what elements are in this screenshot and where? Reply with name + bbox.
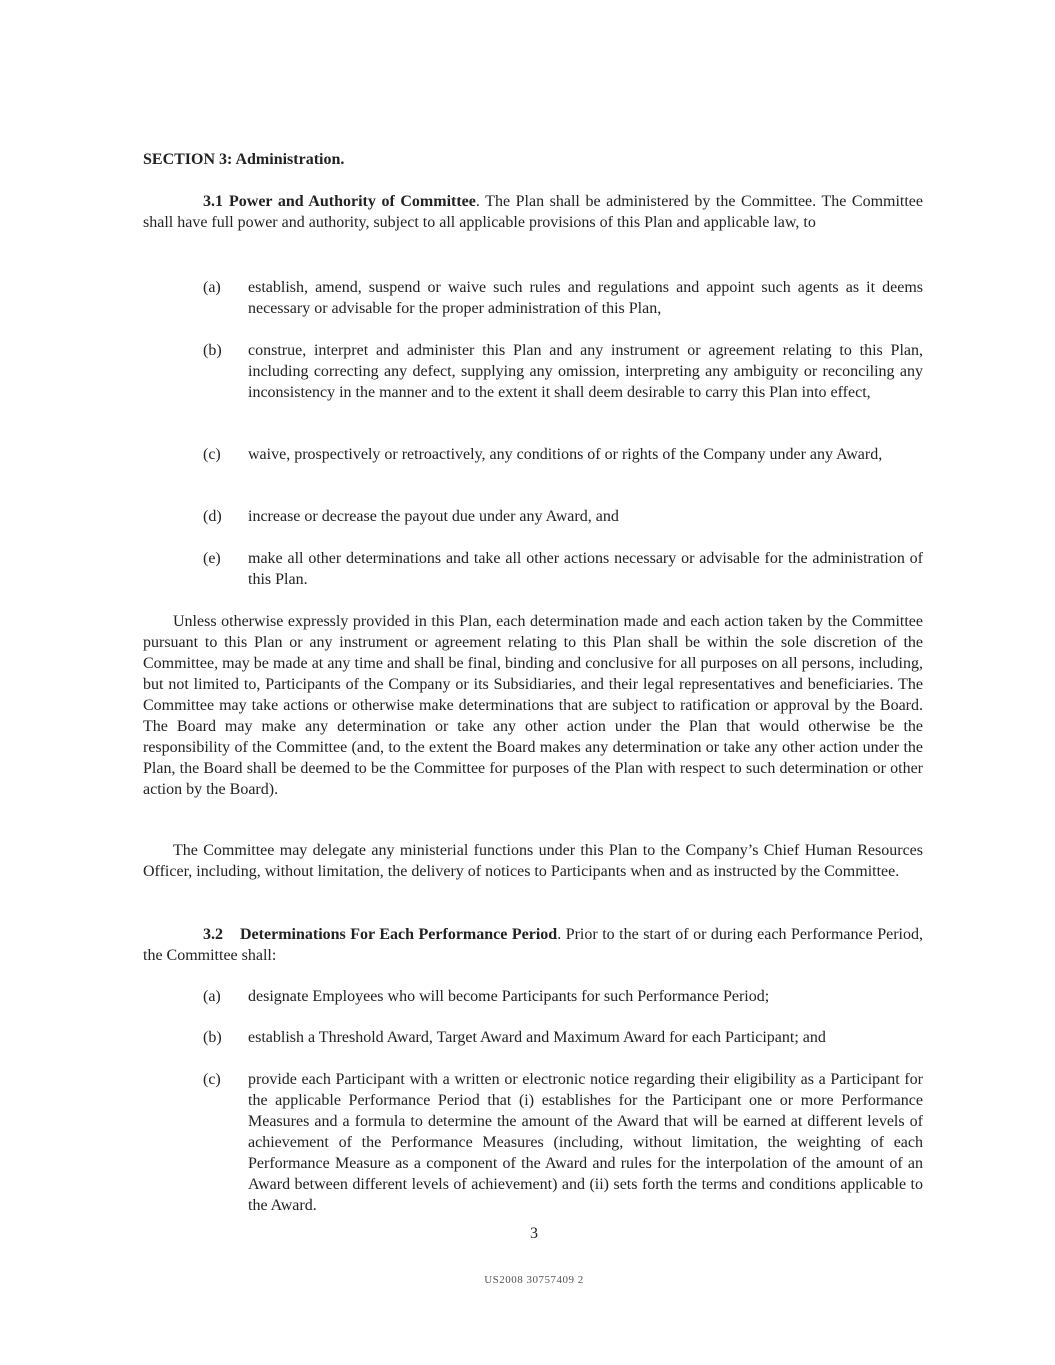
- list-item-marker: (b): [203, 1029, 222, 1046]
- section-3-2-intro: [143, 924, 923, 966]
- list-item-marker: (b): [203, 342, 222, 359]
- list-item-text: establish, amend, suspend or waive such rules and regulations and appoint such agents as it deems necessary or advisable for the proper administration of this Plan,: [248, 279, 923, 317]
- list-item-text: waive, prospectively or retroactively, any conditions of or rights of the Company under any Award,: [248, 446, 883, 463]
- list-item-marker: (c): [203, 446, 221, 463]
- section-3-2-intro-text: . Prior to the start of or during each Performance Period, the Committee shall:: [143, 926, 924, 964]
- list-item-text: increase or decrease the payout due under any Award, and: [248, 508, 619, 525]
- list-item-text: establish a Threshold Award, Target Award and Maximum Award for each Participant; and: [248, 1029, 826, 1046]
- section-3-1-intro: [143, 191, 923, 233]
- list-item: [203, 986, 923, 1007]
- document-id: US2008 30757409 2: [484, 1274, 584, 1286]
- list-item: [203, 340, 923, 403]
- list-item: [203, 1027, 923, 1048]
- list-item: [203, 444, 923, 465]
- section-3-1-intro-text: . The Plan shall be administered by the Committee. The Committee shall have full power and authority, subject to all applicable provisions of this Plan and applicable law, to: [143, 193, 923, 231]
- page-number: 3: [530, 1225, 538, 1242]
- list-item-text: make all other determinations and take all other actions necessary or advisable for the administration of this Plan.: [248, 550, 923, 588]
- list-item: [203, 277, 923, 319]
- section-3-2-number: 3.2: [203, 926, 223, 943]
- list-item: [203, 506, 923, 527]
- list-item-marker: (a): [203, 988, 221, 1005]
- section-3-1-paragraph-2: The Committee may delegate any ministerial functions under this Plan to the Company’s Chief Human Resources Officer, including, without limitation, the delivery of notices to Participants when and as instructed by the Committee.: [143, 842, 923, 880]
- section-3-1-number: 3.1: [203, 193, 223, 210]
- section-3-1-paragraph-1: Unless otherwise expressly provided in this Plan, each determination made and each action taken by the Committee pursuant to this Plan or any instrument or agreement relating to this Plan shall be within the sole discretion of the Committee, may be made at any time and shall be final, binding and conclusive for all purposes on all persons, including, but not limited to, Participants of the Company or its Subsidiaries, and their legal representatives and beneficiaries. The Committee may take actions or otherwise make determinations that are subject to ratification or approval by the Board. The Board may make any determination or take any other action under the Plan that would otherwise be the responsibility of the Committee (and, to the extent the Board makes any determination or take any other action under the Plan, the Board shall be deemed to be the Committee for purposes of the Plan with respect to such determination or other action by the Board).: [143, 613, 923, 798]
- section-3-1-heading: Power and Authority of Committee: [229, 193, 476, 210]
- list-item-text: designate Employees who will become Participants for such Performance Period;: [248, 988, 770, 1005]
- list-item-marker: (c): [203, 1071, 221, 1088]
- list-item-text: provide each Participant with a written or electronic notice regarding their eligibility as a Participant for the applicable Performance Period that (i) establishes for the Participant one or more Performance Measures and a formula to determine the amount of the Award that will be earned at different levels of achievement of the Performance Measures (including, without limitation, the weighting of each Performance Measure as a component of the Award and rules for the interpolation of the amount of an Award between different levels of achievement) and (ii) sets forth the terms and conditions applicable to the Award.: [248, 1071, 923, 1214]
- list-item-marker: (a): [203, 279, 221, 296]
- section-title: SECTION 3: Administration.: [143, 151, 345, 168]
- list-item-marker: (e): [203, 550, 221, 567]
- list-item-text: construe, interpret and administer this Plan and any instrument or agreement relating to this Plan, including correcting any defect, supplying any omission, interpreting any ambiguity or reconciling any inconsistency in the manner and to the extent it shall deem desirable to carry this Plan into effect,: [248, 342, 923, 401]
- section-3-2-heading: Determinations For Each Performance Period: [240, 926, 558, 943]
- list-item: [203, 1069, 923, 1216]
- list-item: [203, 548, 923, 590]
- list-item-marker: (d): [203, 508, 222, 525]
